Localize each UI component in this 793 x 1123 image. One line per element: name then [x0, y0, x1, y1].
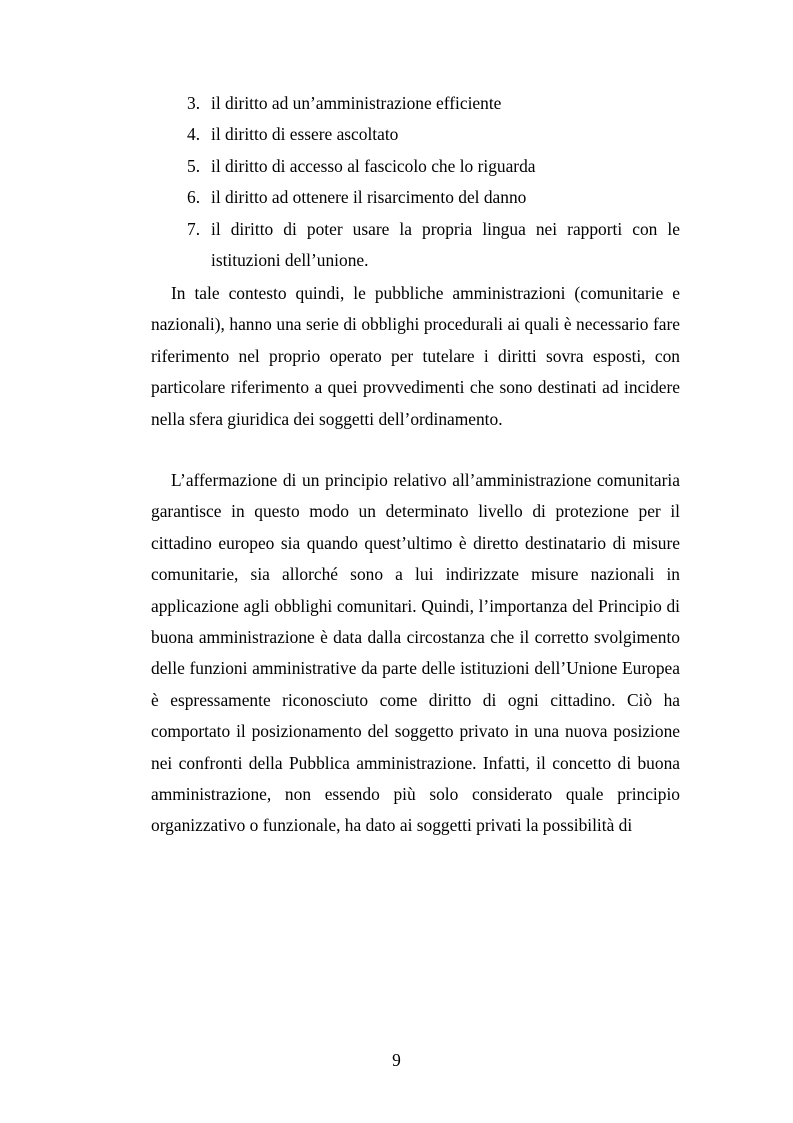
list-item-number: 4.	[187, 124, 201, 145]
list-item	[0, 119, 793, 150]
list-item-text: il diritto ad ottenere il risarcimento del danno	[211, 187, 527, 208]
list-item-number: 7.	[187, 218, 201, 239]
list-item-number: 3.	[187, 93, 201, 113]
list-item-text: il diritto ad un’amministrazione efficiente	[211, 93, 502, 113]
rights-list	[0, 88, 793, 276]
list-item	[0, 214, 793, 277]
list-item-number: 5.	[187, 155, 201, 176]
list-item-number: 6.	[187, 187, 201, 208]
list-item-text: il diritto di accesso al fascicolo che lo riguarda	[211, 155, 536, 176]
page-number: 9	[392, 1050, 401, 1070]
list-item	[0, 88, 793, 119]
paragraph-principle: L’affermazione di un principio relativo all’amministrazione comunitaria garantisce in questo modo un determinato livello di protezione per il cittadino europeo sia quando quest’ultimo è diretto destinatario di misure comunitarie, sia allorché sono a lui indirizzate misure nazionali in applicazione agli obblighi comunitari. Quindi, l’importanza del Principio di buona amministrazione è data dalla circostanza che il corretto svolgimento delle funzioni amministrative da parte delle istituzioni dell’Unione Europea è espressamente riconosciuto come diritto di ogni cittadino. Ciò ha comportato il posizionamento del soggetto privato in una nuova posizione nei confronti della Pubblica amministrazione. Infatti, il concetto di buona amministrazione, non essendo più solo considerato quale principio organizzativo o funzionale, ha dato ai soggetti privati la possibilità di	[151, 470, 680, 836]
list-item-text: il diritto di poter usare la propria lingua nei rapporti con le istituzioni dell’unione.	[211, 218, 680, 271]
list-item	[0, 151, 793, 182]
list-item-text: il diritto di essere ascoltato	[211, 124, 399, 145]
list-item	[0, 182, 793, 213]
paragraph-context: In tale contesto quindi, le pubbliche amministrazioni (comunitarie e nazionali), hanno una serie di obblighi procedurali ai quali è necessario fare riferimento nel proprio operato per tutelare i diritti sovra esposti, con particolare riferimento a quei provvedimenti che sono destinati ad incidere nella sfera giuridica dei soggetti dell’ordinamento.	[151, 283, 680, 429]
